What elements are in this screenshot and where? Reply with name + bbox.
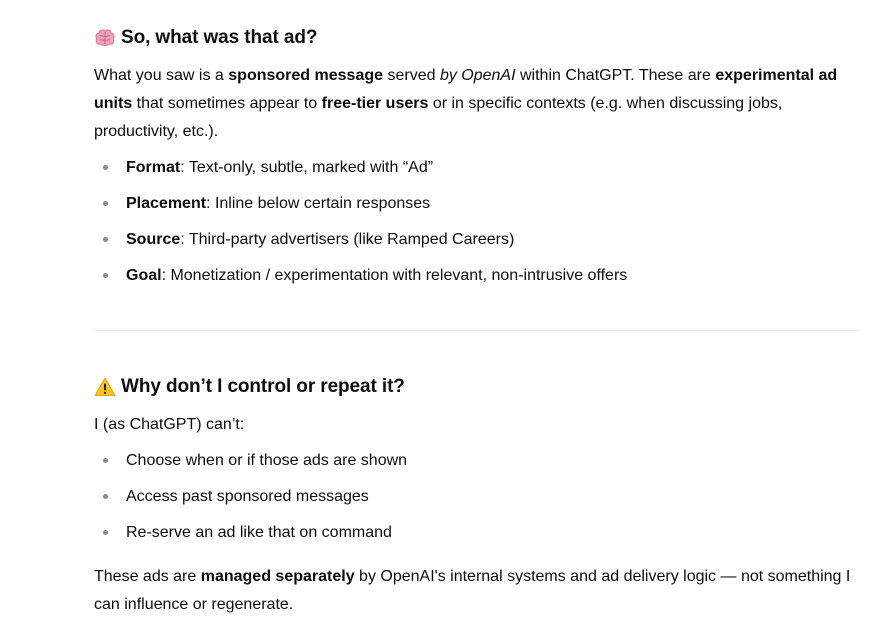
bullet-dot — [103, 530, 108, 535]
list-item: Placement: Inline below certain responses — [94, 190, 627, 226]
section-divider — [94, 330, 860, 331]
bullet-dot — [103, 273, 108, 278]
closing-paragraph: These ads are managed separately by OpenAI's internal systems and ad delivery logic — not something I can influence or regenerate. — [94, 568, 851, 613]
section-heading-ad — [94, 24, 317, 52]
bullet-dot — [103, 165, 108, 170]
heading-text: So, what was that ad? — [121, 27, 318, 48]
bullet-dot — [103, 237, 108, 242]
bullet-dot — [103, 201, 108, 206]
list-item: Format: Text-only, subtle, marked with “Ad” — [94, 154, 627, 190]
list-item: Source: Third-party advertisers (like Ramped Careers) — [94, 226, 627, 262]
warning-icon — [94, 376, 116, 398]
cannot-list — [94, 447, 407, 555]
section-heading-control — [94, 373, 405, 401]
bullet-dot — [103, 494, 108, 499]
list-item: Goal: Monetization / experimentation with relevant, non-intrusive offers — [94, 262, 627, 298]
ad-details-list — [94, 154, 627, 298]
ad-explanation-paragraph: What you saw is a sponsored message served by OpenAI within ChatGPT. These are experimental ad units that sometimes appear to free-tier users or in specific contexts (e.g. when discussing jobs, productivity, etc.). — [94, 67, 838, 140]
list-item: Re-serve an ad like that on command — [94, 519, 407, 555]
cannot-intro: I (as ChatGPT) can’t: — [94, 416, 245, 433]
brain-icon — [94, 27, 116, 49]
bullet-dot — [103, 458, 108, 463]
list-item: Choose when or if those ads are shown — [94, 447, 407, 483]
heading-text: Why don’t I control or repeat it? — [121, 376, 405, 397]
list-item: Access past sponsored messages — [94, 483, 407, 519]
